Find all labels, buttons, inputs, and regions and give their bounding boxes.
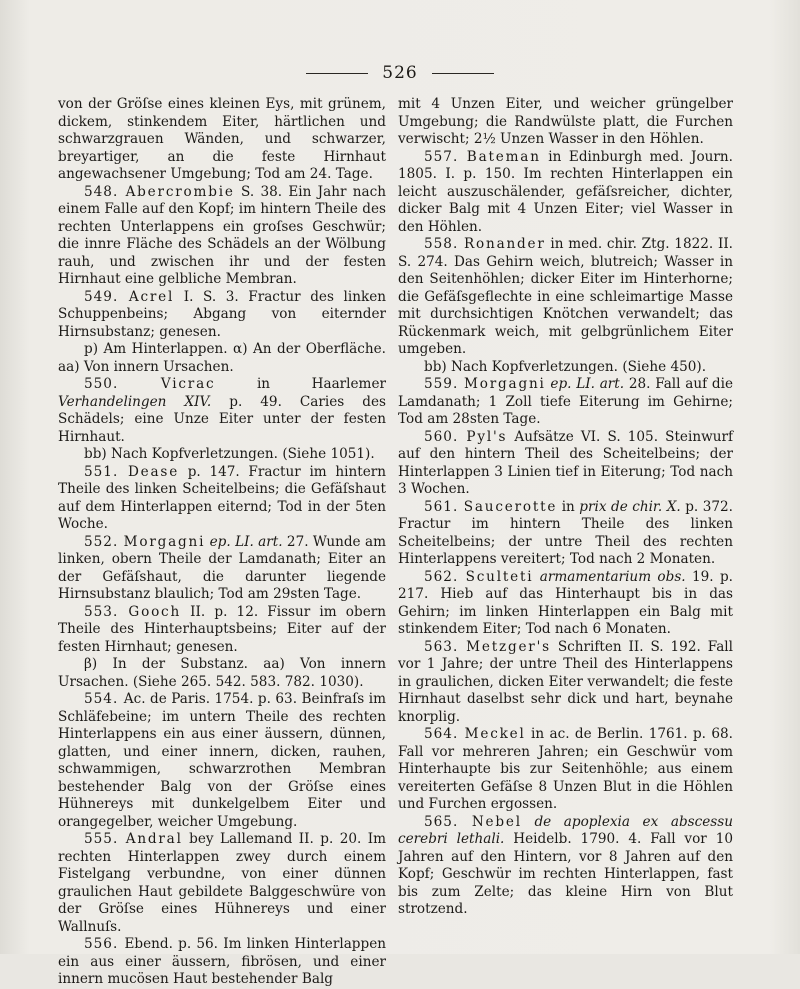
entry-number: 552.: [84, 533, 124, 550]
entry-text: p. 49. Caries des Schädels; eine Unze Eiter unter der festen Hirnhaut.: [58, 393, 386, 445]
entry-number: 550.: [84, 376, 161, 392]
entry-paragraph: [58, 446, 386, 464]
entry-text: p) Am Hinterlappen. α) An der Oberfläche. aa) Von innern Ursachen.: [58, 341, 386, 375]
entry-paragraph: [58, 936, 386, 989]
entry-author: Morgagni: [464, 376, 546, 392]
entry-paragraph: [58, 464, 386, 534]
entry-number: 558.: [424, 236, 464, 252]
entry-source-italic: prix de chir. X.: [579, 498, 681, 515]
entry-paragraph: [58, 376, 386, 446]
entry-paragraph: [398, 376, 733, 429]
entry-paragraph: [398, 814, 733, 919]
entry-text: Ac. de Paris. 1754. p. 63. Beinfraſs im Schläfebeine; im untern Theile des rechten Hinterlappens ein aus einer äussern, dünnen, glatten, und einer innern, dicken, rauhen, schwammigen, schwarzrothen Membran bestehender Balg von der Gröſse eines Hühnereys mit dunkelgelbem Eiter und orangegelber, weicher Umgebung.: [58, 691, 387, 830]
entry-text: bey Lallemand II. p. 20. Im rechten Hinterlappen zwey durch einem Fistelgang verbundne, von einer dünnen graulichen Haut gebildete Balggeschwüre von der Gröſse eines Hühnereys und einer Wallnuſs.: [58, 831, 387, 935]
entry-paragraph: [58, 831, 386, 936]
entry-author: Gooch: [128, 603, 182, 620]
entry-source-italic: Verhandelingen XIV.: [58, 393, 212, 410]
entry-text: I. S. 3. Fractur des linken Schuppenbeins; Abgang von eiternder Hirnsubstanz; genesen.: [58, 288, 386, 340]
entry-author: Andral: [125, 831, 183, 847]
entry-paragraph: [58, 656, 386, 691]
entry-paragraph: [398, 149, 733, 237]
entry-text: von der Gröſse eines kleinen Eys, mit grünem, dickem, stinkendem Eiter, härtlichen und schwarzgrauen Wänden, und schwarzer, breyartiger, an die feste Hirnhaut angewachsener Umgebung; Tod am 24. Tage.: [58, 96, 386, 182]
entry-number: 556.: [84, 936, 125, 952]
entry-paragraph: [398, 499, 733, 569]
right-column: [398, 96, 733, 919]
entry-paragraph: [398, 726, 733, 814]
entry-text: Aufsätze VI. S. 105. Steinwurf auf den hintern Theil des Scheitelbeins; der Hinterlappen 3 Linien tief in Eiterung; Tod nach 3 Wochen.: [398, 428, 733, 497]
header-rule-left: [306, 73, 368, 74]
entry-number: 554.: [84, 691, 124, 707]
entry-author: Morgagni: [123, 533, 206, 550]
entry-source-italic: armamentarium obs.: [539, 568, 686, 585]
entry-number: 565.: [424, 813, 472, 830]
entry-author: Acrel: [128, 288, 175, 305]
entry-paragraph: [398, 359, 733, 377]
left-column: [58, 96, 386, 989]
entry-text: 27. Wunde am linken, obern Theile der Lamdanath; Eiter an der Gefäſshaut, die darunter liegende Hirnsubstanz blaulich; Tod am 29sten Tage.: [58, 533, 386, 602]
header-rule-right: [432, 73, 494, 74]
entry-text: Ebend. p. 56. Im linken Hinterlappen ein aus einer äussern, fibrösen, und einer innern mucösen Haut bestehender Balg: [58, 936, 386, 987]
entry-author: Sculteti: [465, 568, 534, 585]
entry-author: Abercrombie: [125, 183, 235, 200]
entry-text: [522, 814, 535, 830]
entry-number: 563.: [424, 638, 467, 655]
entry-source-italic: de apoplexia ex abscessu cerebri lethali.: [398, 813, 733, 847]
entry-text: S. 38. Ein Jahr nach einem Falle auf den Kopf; im hintern Theile des rechten Unterlappens ein groſses Geschwür; die innre Fläche des Schädels an der Wölbung rauh, und zwischen ihr und der festen Hirnhaut eine gelbliche Membran.: [58, 183, 386, 287]
entry-paragraph: [398, 236, 733, 359]
entry-text: β) In der Substanz. aa) Von innern Ursachen. (Siehe 265. 542. 583. 782. 1030).: [58, 656, 386, 690]
entry-number: 560.: [424, 428, 467, 445]
entry-author: Bateman: [466, 148, 541, 165]
entry-number: 551.: [84, 463, 128, 480]
entry-author: Metzger's: [466, 638, 551, 655]
entry-text: mit 4 Unzen Eiter, und weicher grüngelber Umgebung; die Randwülste platt, die Furchen verwischt; 2½ Unzen Wasser in den Höhlen.: [398, 96, 733, 147]
entry-paragraph: [58, 534, 386, 604]
entry-text: bb) Nach Kopfverletzungen. (Siehe 450).: [424, 358, 707, 375]
entry-text: in med. chir. Ztg. 1822. II. S. 274. Das Gehirn weich, blutreich; Wasser in den Seitenhöhlen; dicker Eiter im Hinterhorne; die Gefäſsgeflechte in eine schleimartige Masse mit durchsichtigen Knötchen verwandelt; das Rückenmark weich, mit gelbgrünlichem Eiter umgeben.: [398, 236, 734, 357]
entry-text: in Haarlemer: [215, 376, 386, 392]
entry-text: II. p. 12. Fissur im obern Theile des Hinterhauptsbeins; Eiter auf der festen Hirnhaut; genesen.: [58, 603, 386, 655]
entry-paragraph: [58, 96, 386, 184]
entry-text: Heidelb. 1790. 4. Fall vor 10 Jahren auf den Hintern, vor 8 Jahren auf den Kopf; Geschwür im rechten Hinterlappen, fast bis zum Zelte; das kleine Hirn von Blut strotzend.: [398, 831, 733, 917]
entry-text: in: [557, 498, 580, 515]
entry-number: 549.: [84, 288, 129, 305]
entry-paragraph: [58, 341, 386, 376]
entry-paragraph: [58, 289, 386, 342]
entry-paragraph: [398, 96, 733, 149]
entry-number: 561.: [424, 498, 464, 515]
entry-source-italic: ep. LI. art.: [209, 533, 283, 550]
entry-number: 559.: [424, 376, 465, 392]
entry-author: Meckel: [464, 726, 526, 742]
page-number: 526: [382, 63, 418, 83]
entry-text: 28. Fall auf die Lamdanath; 1 Zoll tiefe Eiterung im Gehirne; Tod am 28sten Tage.: [398, 376, 733, 427]
entry-text: Schriften II. S. 192. Fall vor 1 Jahre; der untre Theil des Hinterlappens in graulichen, dicken Eiter verwandelt; die feste Hirnhaut daselbst sehr dick und hart, beynahe knorplig.: [398, 638, 733, 725]
page-header: [0, 58, 800, 88]
entry-source-italic: ep. LI. art.: [550, 376, 625, 392]
entry-author: Ronander: [464, 236, 546, 252]
entry-text: p. 147. Fractur im hintern Theile des linken Scheitelbeins; die Gefäſshaut auf dem Hinterlappen eiternd; Tod in der 5ten Woche.: [58, 463, 386, 532]
entry-author: Saucerotte: [463, 498, 558, 515]
entry-author: Dease: [127, 463, 180, 480]
entry-text: in ac. de Berlin. 1761. p. 68. Fall vor mehreren Jahren; ein Geschwür vom Hinterhaupte bis zur Seitenhöhle; aus einem vereiterten Gefäſse 8 Unzen Blut in die Höhlen und Furchen ergossen.: [398, 726, 733, 812]
entry-number: 564.: [424, 726, 465, 742]
entry-paragraph: [398, 569, 733, 639]
entry-number: 557.: [424, 148, 467, 165]
entry-paragraph: [398, 639, 733, 727]
entry-text: 19. p. 217. Hieb auf das Hinterhaupt bis in das Gehirn; im linken Hinterlappen ein Balg mit stinkendem Eiter; Tod nach 6 Monaten.: [398, 568, 733, 637]
entry-text: bb) Nach Kopfverletzungen. (Siehe 1051).: [84, 446, 375, 462]
entry-author: Pyl's: [466, 428, 508, 445]
entry-number: 553.: [84, 603, 129, 620]
entry-paragraph: [58, 184, 386, 289]
entry-text: in Edinburgh med. Journ. 1805. I. p. 150. Im rechten Hinterlappen ein leicht auszuschälender, gefäſsreicher, dichter, dicker Balg mit 4 Unzen Eiter; viel Wasser in den Höhlen.: [398, 148, 733, 235]
entry-number: 562.: [424, 568, 466, 585]
entry-paragraph: [58, 604, 386, 657]
entry-number: 555.: [84, 831, 126, 847]
entry-paragraph: [58, 691, 386, 831]
entry-author: Vicrac: [160, 376, 216, 392]
entry-text: p. 372. Fractur im hintern Theile des linken Scheitelbeins; der untre Theil des rechten Hinterlappens vereitert; Tod nach 2 Monaten.: [398, 498, 733, 567]
entry-paragraph: [398, 429, 733, 499]
entry-author: Nebel: [471, 813, 522, 830]
entry-number: 548.: [84, 183, 126, 200]
